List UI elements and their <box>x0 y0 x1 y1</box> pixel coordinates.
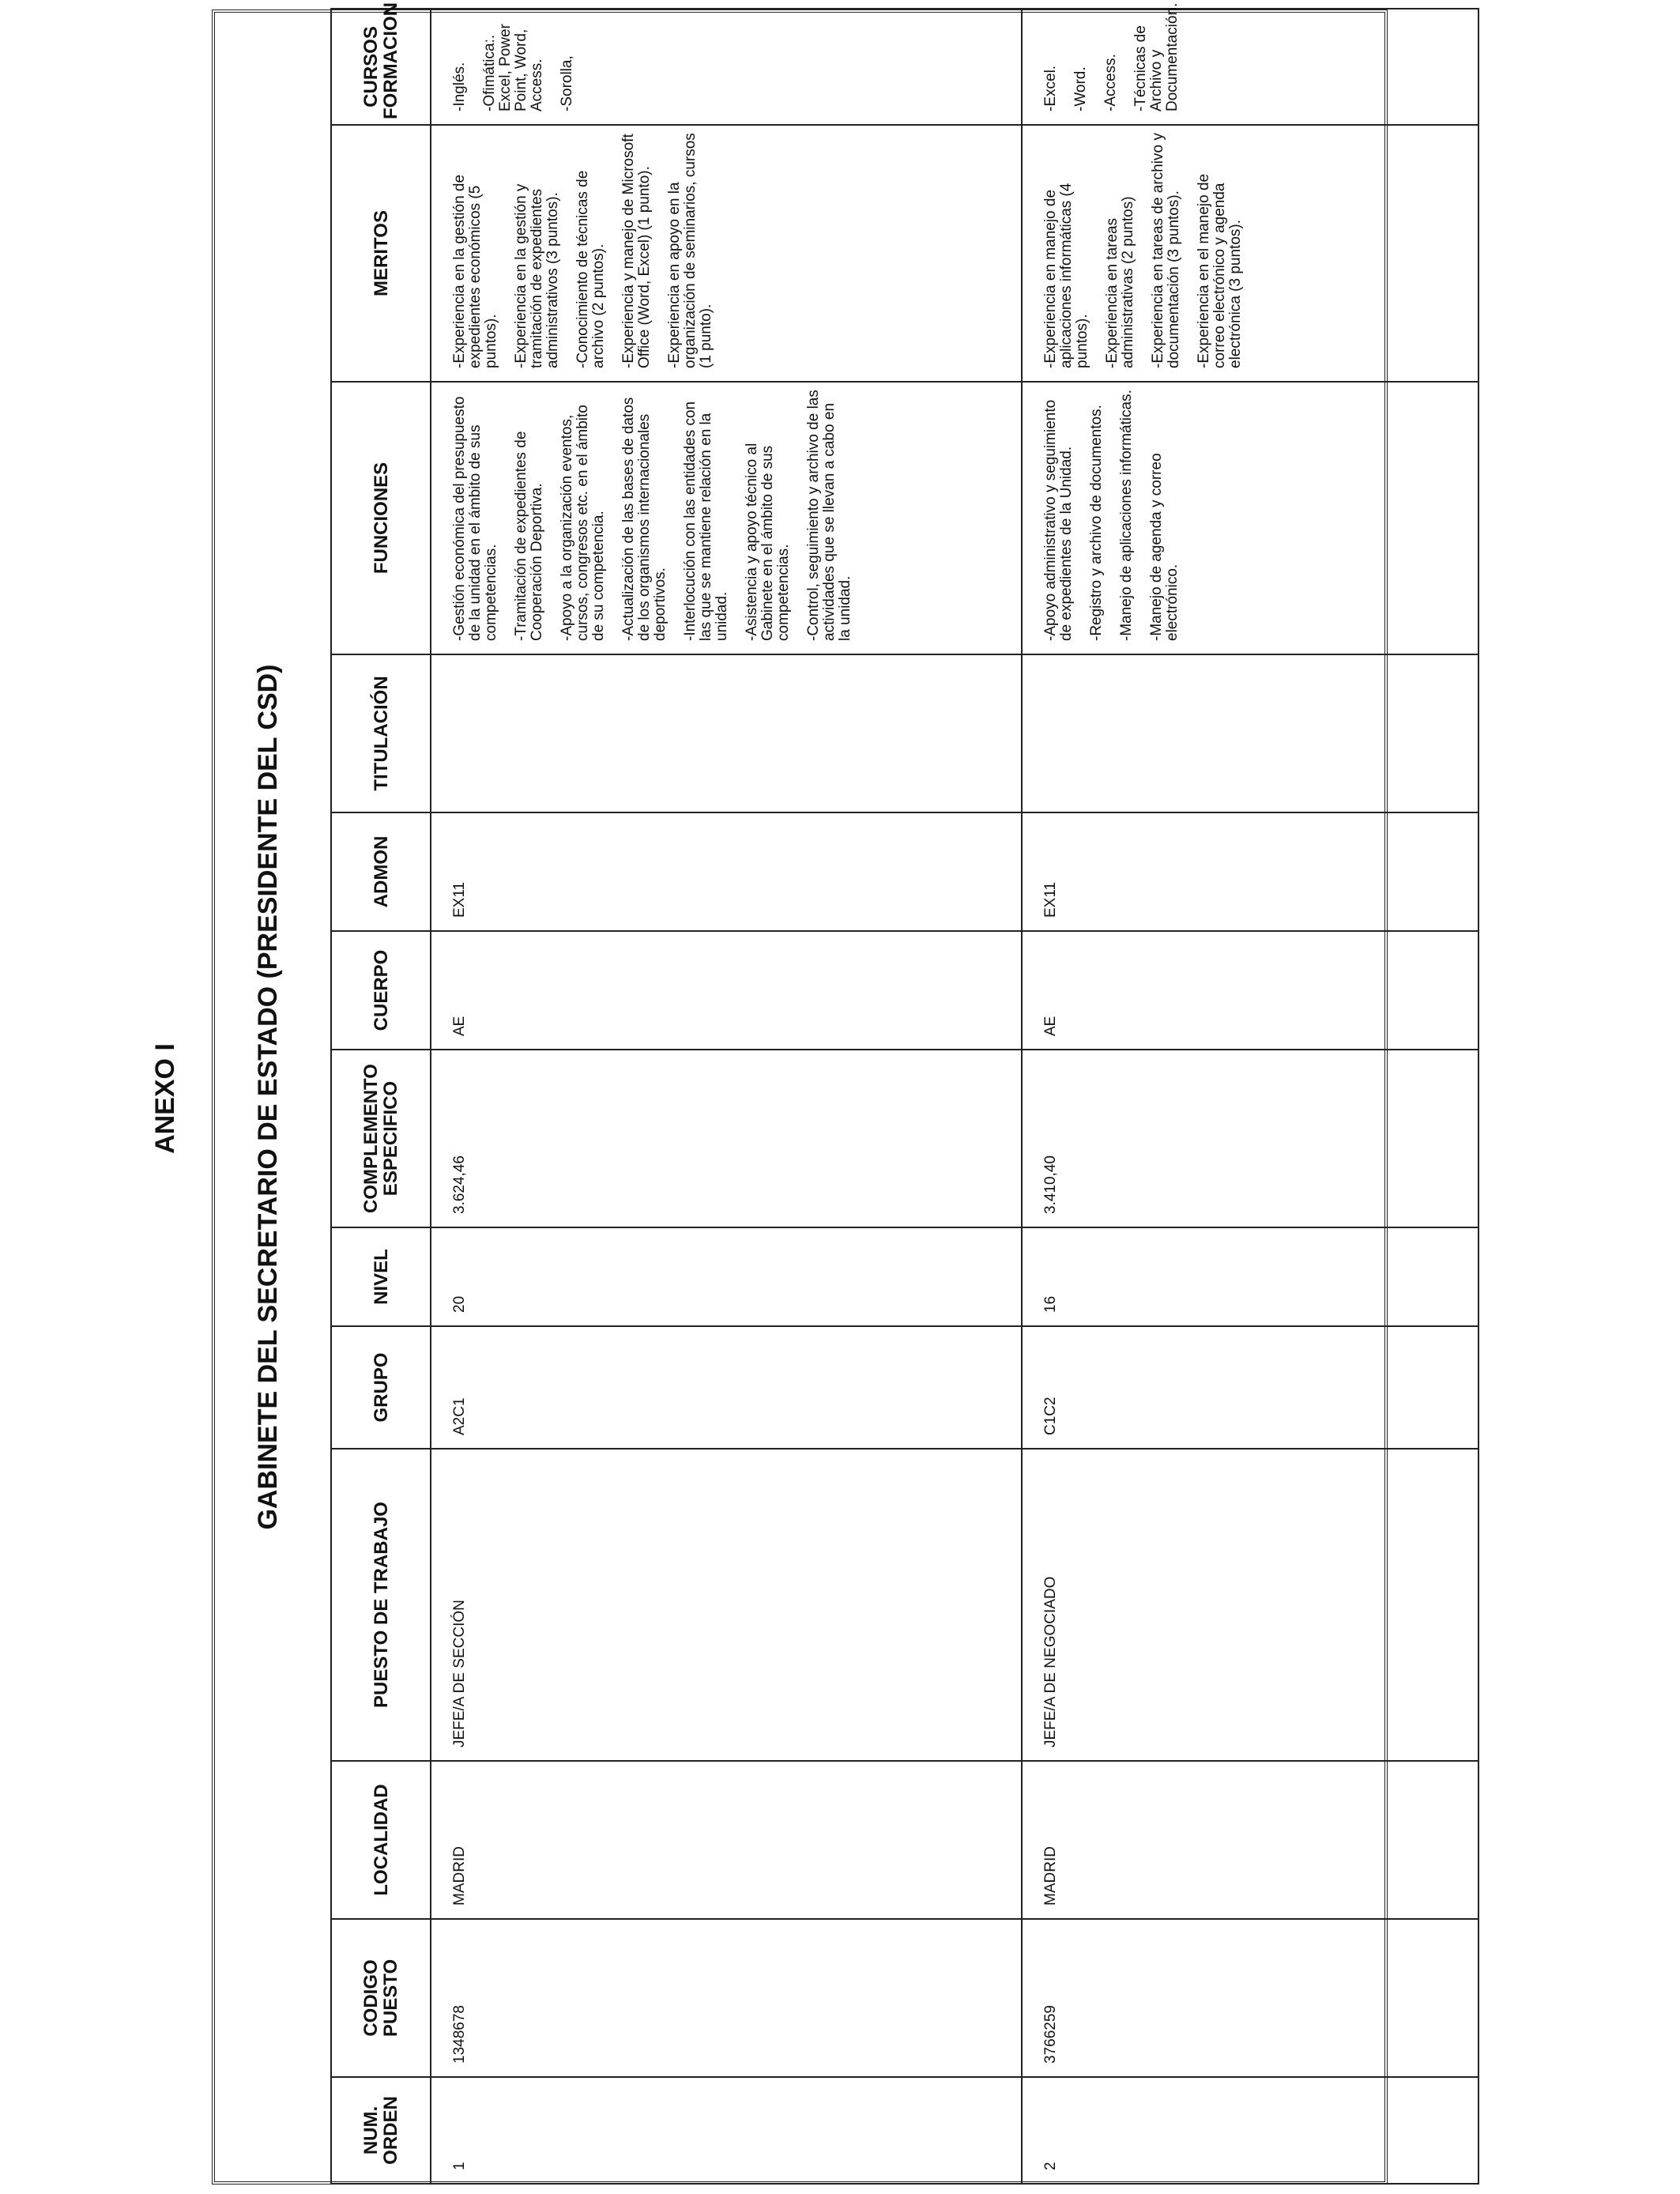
header-num-orden: NUM. ORDEN <box>331 2077 431 2184</box>
table-row <box>1022 9 1478 2184</box>
merito-item: -Experiencia en apoyo en la organización de seminarios, cursos (1 punto). <box>666 133 714 368</box>
merito-item: -Experiencia en tareas administrativas (2 puntos) <box>1104 196 1136 368</box>
funcion-item: -Control, seguimiento y archivo de las actividades que se llevan a cabo en la unidad. <box>805 390 853 641</box>
merito-item: -Experiencia y manejo de Microsoft Office (Word, Excel) (1 punto). <box>620 134 653 368</box>
cell-localidad: MADRID <box>1022 1761 1478 1919</box>
cell-complemento: 3.624,46 <box>431 1050 1022 1227</box>
curso-item: -Excel. <box>1042 65 1059 111</box>
header-puesto-trabajo: PUESTO DE TRABAJO <box>331 1449 431 1761</box>
curso-item: -Sorolla, <box>559 55 575 111</box>
cell-puesto: JEFE/A DE SECCIÓN <box>431 1449 1022 1761</box>
cell-funciones <box>1022 382 1478 654</box>
funcion-item: -Actualización de las bases de datos de los organismos internacionales deportivos. <box>620 397 669 641</box>
header-row <box>331 9 431 2184</box>
merito-item: -Conocimiento de técnicas de archivo (2 puntos). <box>574 170 607 368</box>
section-title: GABINETE DEL SECRETARIO DE ESTADO (PRESIDENTE DEL CSD) <box>253 664 283 1530</box>
funcion-item: -Manejo de agenda y correo electrónico. <box>1148 453 1181 641</box>
funcion-item: -Apoyo administrativo y seguimiento de expedientes de la Unidad. <box>1042 399 1075 641</box>
funcion-item: -Asistencia y apoyo técnico al Gabinete en el ámbito de sus competencias. <box>744 443 792 641</box>
cell-nivel: 16 <box>1022 1227 1478 1326</box>
cell-grupo: C1C2 <box>1022 1326 1478 1449</box>
header-cursos: CURSOS FORMACION <box>331 9 431 125</box>
cell-cuerpo: AE <box>431 931 1022 1050</box>
header-titulacion: TITULACIÓN <box>331 654 431 812</box>
cell-codigo: 3766259 <box>1022 1919 1478 2077</box>
header-complemento: COMPLEMENTO ESPECIFICO <box>331 1050 431 1227</box>
funcion-item: -Registro y archivo de documentos. <box>1088 405 1105 641</box>
funcion-item: -Gestión económica del presupuesto de la unidad en el ámbito de sus competencias. <box>451 396 499 641</box>
header-nivel: NIVEL <box>331 1227 431 1326</box>
funcion-item: -Interlocución con las entidades con las que se mantiene relación en la unidad. <box>682 401 730 641</box>
header-meritos: MERITOS <box>331 125 431 382</box>
cell-cursos <box>431 9 1022 125</box>
cell-complemento: 3.410,40 <box>1022 1050 1478 1227</box>
cell-codigo: 1348678 <box>431 1919 1022 2077</box>
cell-localidad: MADRID <box>431 1761 1022 1919</box>
merito-item: -Experiencia en la gestión de expedientes económicos (5 puntos). <box>451 174 499 368</box>
curso-item: -Ofimática:. Excel, Power Point, Word, Access. <box>481 24 545 111</box>
curso-item: -Word. <box>1072 66 1089 111</box>
curso-item: -Técnicas de Archivo y Documentación. <box>1132 2 1181 111</box>
cell-nivel: 20 <box>431 1227 1022 1326</box>
header-cuerpo: CUERPO <box>331 931 431 1050</box>
curso-item: -Inglés. <box>451 62 468 111</box>
cell-num: 1 <box>431 2077 1022 2184</box>
cell-grupo: A2C1 <box>431 1326 1022 1449</box>
cell-admon: EX11 <box>1022 812 1478 931</box>
merito-item: -Experiencia en tareas de archivo y documentación (3 puntos). <box>1150 133 1182 368</box>
job-positions-table <box>330 2 1479 2185</box>
cell-puesto: JEFE/A DE NEGOCIADO <box>1022 1449 1478 1761</box>
table-row <box>431 9 1022 2184</box>
header-codigo-puesto: CODIGO PUESTO <box>331 1919 431 2077</box>
cell-cursos <box>1022 2 1478 125</box>
cell-titulacion <box>1022 654 1478 812</box>
cell-num: 2 <box>1022 2077 1478 2184</box>
cell-admon: EX11 <box>431 812 1022 931</box>
cell-meritos <box>431 125 1022 382</box>
cell-titulacion <box>431 654 1022 812</box>
merito-item: -Experiencia en la gestión y tramitación de expedientes administrativos (3 puntos). <box>513 183 561 368</box>
cell-cuerpo: AE <box>1022 931 1478 1050</box>
annex-title: ANEXO I <box>150 1043 180 1154</box>
header-localidad: LOCALIDAD <box>331 1761 431 1919</box>
funcion-item: -Tramitación de expedientes de Cooperación Deportiva. <box>513 431 545 641</box>
funcion-item: -Manejo de aplicaciones informáticas. <box>1118 390 1135 641</box>
header-admon: ADMON <box>331 812 431 931</box>
merito-item: -Experiencia en el manejo de correo electrónico y agenda electrónica (3 puntos). <box>1196 173 1244 368</box>
merito-item: -Experiencia en manejo de aplicaciones informáticas (4 puntos). <box>1042 183 1090 368</box>
cell-meritos <box>1022 125 1478 382</box>
header-grupo: GRUPO <box>331 1326 431 1449</box>
funcion-item: -Apoyo a la organización eventos, cursos, congresos etc. en el ámbito de su competencia. <box>559 405 607 641</box>
header-funciones: FUNCIONES <box>331 382 431 654</box>
curso-item: -Access. <box>1102 54 1119 111</box>
cell-funciones <box>431 382 1022 654</box>
